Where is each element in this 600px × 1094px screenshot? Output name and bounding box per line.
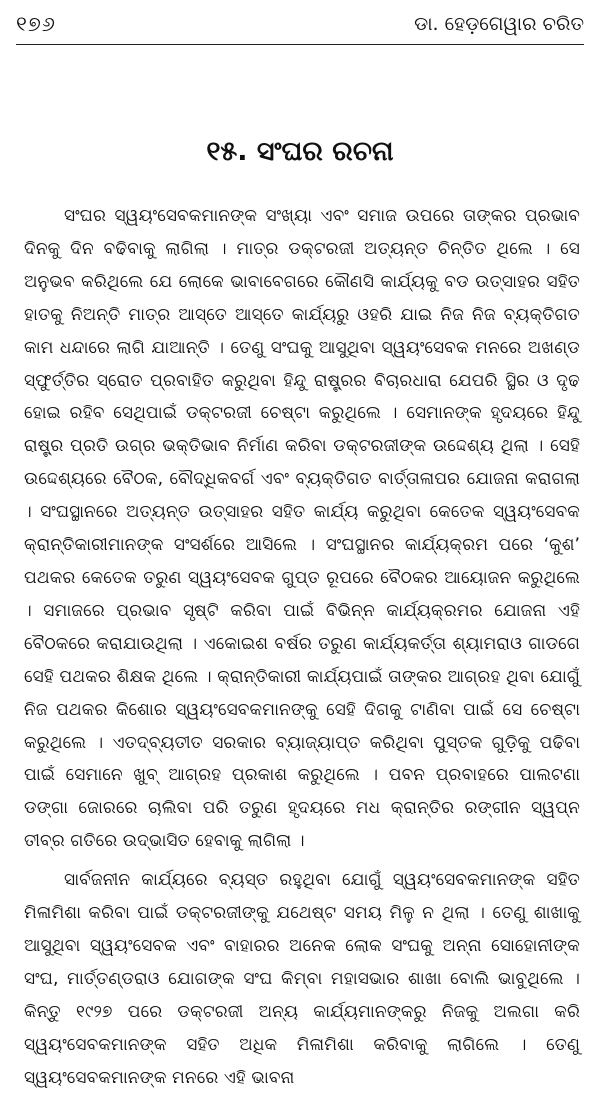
body-text [24, 200, 580, 1094]
paragraph-2: ସାର୍ବଜନୀନ କାର୍ଯ୍ୟରେ ବ୍ୟସ୍ତ ରହୁଥିବା ଯୋଗୁଁ ସ୍ୱୟଂସେବକମାନଙ୍କ ସହିତ ମିଳାମିଶା କରିବା ପାଇଁ ଡକ୍ଟରଜୀଙ୍କୁ ଯଥେଷ୍ଟ ସମୟ ମିଳୁ ନ ଥିଲା । ତେଣୁ ଶାଖାକୁ ଆସୁଥିବା ସ୍ୱୟଂସେବକ ଏବଂ ବାହାରର ଅନେକ ଲୋକ ସଂଘକୁ ଅନ୍ନା ସୋହୋନୀଙ୍କ ସଂଘ, ମାର୍ତ୍ତଣ୍ଡରାଓ ଯୋଗଙ୍କ ସଂଘ କିମ୍ବା ମହାସଭାର ଶାଖା ବୋଲି ଭାବୁଥିଲେ । କିନ୍ତୁ ୧୯୨୭ ପରେ ଡକ୍ଟରଜୀ ଅନ୍ୟ କାର୍ଯ୍ୟମାନଙ୍କରୁ ନିଜକୁ ଅଲଗା କରି ସ୍ୱୟଂସେବକମାନଙ୍କ ସହିତ ଅଧିକ ମିଳାମିଶା କରିବାକୁ ଲାଗିଲେ । ତେଣୁ ସ୍ୱୟଂସେବକମାନଙ୍କ ମନରେ ଏହି ଭାବନା [24, 870, 580, 1088]
page-number: ୧୭୬ [16, 11, 56, 36]
page-header [16, 4, 584, 45]
running-title: ଡା. ହେଡ଼ଗେୱାର ଚରିତ [414, 13, 584, 35]
chapter-title: ୧୫. ସଂଘର ରଚନା [206, 136, 394, 168]
paragraph-1: ସଂଘର ସ୍ୱୟଂସେବକମାନଙ୍କ ସଂଖ୍ୟା ଏବଂ ସମାଜ ଉପରେ ତାଙ୍କର ପ୍ରଭାବ ଦିନକୁ ଦିନ ବଢିବାକୁ ଲାଗିଲା । ମାତ୍ର ଡକ୍ଟରଜୀ ଅତ୍ୟନ୍ତ ଚିନ୍ତିତ ଥିଲେ । ସେ ଅନୁଭବ କରିଥିଲେ ଯେ ଲୋକେ ଭାବାବେଗରେ କୌଣସି କାର୍ଯ୍ୟକୁ ବଡ ଉତ୍ସାହର ସହିତ ହାତକୁ ନିଅନ୍ତି ମାତ୍ର ଆସ୍ତେ ଆସ୍ତେ କାର୍ଯ୍ୟରୁ ଓହରି ଯାଇ ନିଜ ନିଜ ବ୍ୟକ୍ତିଗତ କାମ ଧନ୍ଦାରେ ଲାଗି ଯାଆନ୍ତି । ତେଣୁ ସଂଘକୁ ଆସୁଥିବା ସ୍ୱୟଂସେବକ ମନରେ ଅଖଣ୍ଡ ସ୍ଫୁର୍ତ୍ତିର ସ୍ରୋତ ପ୍ରବାହିତ କରୁଥିବା ହିନ୍ଦୁ ରାଷ୍ଟ୍ରର ବିଚାରଧାରା ଯେପରି ସ୍ଥିର ଓ ଦୃଢ ହୋଇ ରହିବ ସେଥିପାଇଁ ଡକ୍ଟରଜୀ ଚେଷ୍ଟା କରୁଥିଲେ । ସେମାନଙ୍କ ହୃଦୟରେ ହିନ୍ଦୁ ରାଷ୍ଟ୍ର ପ୍ରତି ଉଗ୍ର ଭକ୍ତିଭାବ ନିର୍ମାଣ କରିବା ଡକ୍ଟରଜୀଙ୍କ ଉଦ୍ଦେଶ୍ୟ ଥିଲା । ସେହି ଉଦ୍ଦେଶ୍ୟରେ ବୈଠକ, ବୌଦ୍ଧିକବର୍ଗ ଏବଂ ବ୍ୟକ୍ତିଗତ ବାର୍ତ୍ତାଳାପର ଯୋଜନା କରାଗଲା । ସଂଘସ୍ଥାନରେ ଅତ୍ୟନ୍ତ ଉତ୍ସାହର ସହିତ କାର୍ଯ୍ୟ କରୁଥିବା କେତେକ ସ୍ୱୟଂସେବକ କ୍ରାନ୍ତିକାରୀମାନଙ୍କ ସଂସର୍ଶରେ ଆସିଲେ । ସଂଘସ୍ଥାନର କାର୍ଯ୍ୟକ୍ରମ ପରେ ‘କୁଶ’ ପଥକର କେତେକ ତରୁଣ ସ୍ୱୟଂସେବକ ଗୁପ୍ତ ରୂପରେ ବୈଠକର ଆୟୋଜନ କରୁଥିଲେ । ସମାଜରେ ପ୍ରଭାବ ସୃଷ୍ଟି କରିବା ପାଇଁ ବିଭିନ୍ନ କାର୍ଯ୍ୟକ୍ରମର ଯୋଜନା ଏହି ବୈଠକରେ କରାଯାଉଥିଲା । ଏକୋଇଶ ବର୍ଷର ତରୁଣ କାର୍ଯ୍ୟକର୍ତ୍ତା ଶ୍ୟାମରାଓ ଗାଡଗେ ସେହି ପଥକର ଶିକ୍ଷକ ଥିଲେ । କ୍ରାନ୍ତିକାରୀ କାର୍ଯ୍ୟପାଇଁ ତାଙ୍କର ଆଗ୍ରହ ଥିବା ଯୋଗୁଁ ନିଜ ପଥକର କିଶୋର ସ୍ୱୟଂସେବକମାନଙ୍କୁ ସେହି ଦିଗକୁ ଟାଣିବା ପାଇଁ ସେ ଚେଷ୍ଟା କରୁଥିଲେ । ଏତଦ୍‌ବ୍ୟତୀତ ସରକାର ବ୍ୟାଜ୍ୟାପ୍ତ କରିଥିବା ପୁସ୍ତକ ଗୁଡ଼ିକୁ ପଢିବା ପାଇଁ ସେମାନେ ଖୁବ୍ ଆଗ୍ରହ ପ୍ରକାଶ କରୁଥିଲେ । ପବନ ପ୍ରବାହରେ ପାଲଟଣା ଡଙ୍ଗା ଜୋରରେ ଚାଲିବା ପରି ତରୁଣ ହୃଦୟରେ ମଧ କ୍ରାନ୍ତିର ରଙ୍ଗୀନ ସ୍ୱପ୍ନ ତୀବ୍ର ଗତିରେ ଉଦ୍‌ଭାସିତ ହେବାକୁ ଲାଗିଲା । [24, 206, 580, 852]
